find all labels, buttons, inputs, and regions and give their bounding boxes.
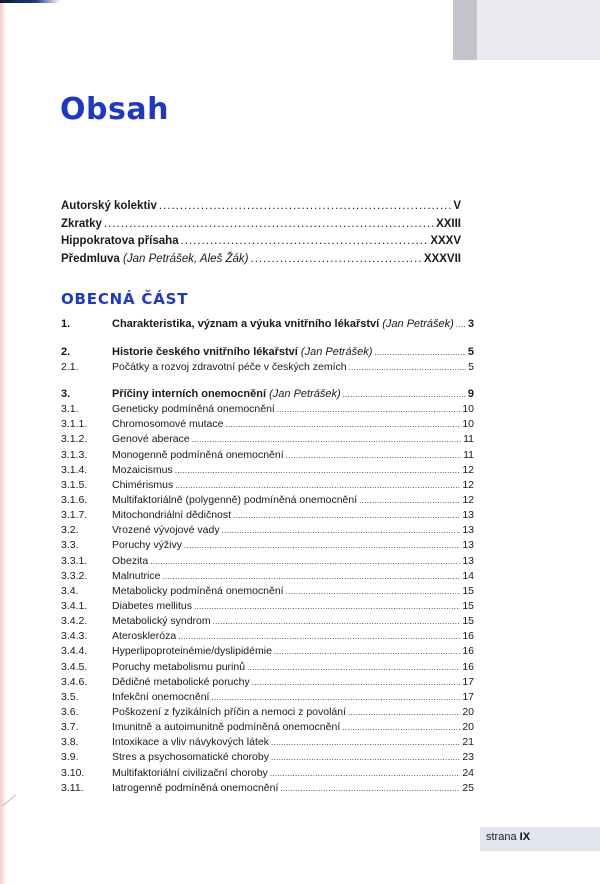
toc-entry-number: 3.2. — [61, 524, 79, 537]
toc-entry-title — [112, 721, 340, 733]
toc-entry-number: 3.1. — [61, 403, 79, 416]
toc-entry-title-text: Mozaicismus — [112, 463, 173, 476]
toc-entry[interactable] — [61, 200, 461, 218]
toc-entry[interactable] — [61, 645, 474, 660]
dot-leader — [162, 572, 460, 581]
dot-leader — [274, 647, 460, 656]
page-footer — [480, 827, 600, 851]
toc-entry[interactable] — [61, 494, 474, 509]
dot-leader — [184, 541, 460, 550]
toc-entry-number: 3.7. — [61, 721, 79, 734]
toc-entry-title-text: Monogenně podmíněná onemocnění — [112, 448, 284, 461]
toc-entry-page: 20 — [462, 705, 474, 718]
toc-entry-title-text: Infekční onemocnění — [112, 690, 210, 703]
toc-entry-title — [112, 433, 190, 445]
dot-leader — [225, 420, 460, 429]
toc-entry[interactable] — [61, 782, 474, 797]
toc-entry-title-text: Geneticky podmíněná onemocnění — [112, 403, 275, 416]
toc-entry-title — [112, 570, 160, 582]
toc-entry-number: 3.1.4. — [61, 463, 88, 476]
toc-entry-title-text: Mitochondriální dědičnost — [112, 509, 232, 522]
toc-entry-title — [112, 388, 341, 400]
toc-entry-number: 3.3.1. — [61, 554, 88, 567]
toc-entry-author: (Jan Petrášek, Aleš Žák) — [123, 252, 249, 265]
toc-entry-author: (Jan Petrášek) — [382, 318, 454, 330]
toc-entry-page: 12 — [462, 463, 474, 476]
toc-entry-title — [112, 361, 347, 373]
toc-entry-title-text: Zkratky — [61, 217, 102, 230]
toc-entry-number: 3.9. — [61, 751, 79, 764]
dot-leader — [280, 784, 460, 793]
toc-entry-page: 3 — [467, 318, 474, 330]
toc-entry-page: 11 — [463, 433, 474, 446]
toc-entry-title-text: Metabolický syndrom — [112, 615, 211, 628]
dot-leader — [233, 511, 460, 520]
toc-entry[interactable] — [61, 615, 474, 630]
toc-entry-title-text: Historie českého vnitřního lékařství — [112, 346, 298, 358]
toc-entry-page: 9 — [467, 388, 474, 400]
toc-entry-title — [112, 539, 182, 551]
dot-leader — [374, 348, 465, 357]
toc-entry-title-text: Metabolicky podmíněná onemocnění — [112, 584, 284, 597]
toc-entry-number: 3.4.4. — [61, 645, 88, 658]
front-matter-list — [61, 200, 461, 270]
toc-entry-title-text: Vrozené vývojové vady — [112, 524, 220, 537]
toc-entry-title — [112, 346, 372, 358]
toc-entry[interactable] — [61, 403, 474, 418]
toc-entry-title-text: Poruchy výživy — [112, 539, 183, 552]
dot-leader — [252, 678, 461, 687]
toc-entry-page: XXXVII — [423, 252, 461, 265]
dot-leader — [175, 481, 460, 490]
toc-entry-title — [112, 479, 173, 491]
toc-entry-title-text: Ateroskleróza — [112, 630, 177, 643]
toc-chapter-3 — [61, 388, 474, 797]
toc-entry-title — [112, 630, 176, 642]
toc-entry-title — [112, 706, 346, 718]
toc-entry-page: 24 — [462, 766, 474, 779]
toc-entry-title — [112, 509, 231, 521]
toc-entry-page: 13 — [462, 524, 474, 537]
toc-entry-page: 15 — [462, 584, 474, 597]
toc-entry-title — [112, 555, 148, 567]
toc-entry[interactable] — [61, 318, 474, 333]
toc-entry[interactable] — [61, 585, 474, 600]
toc-entry-title — [112, 691, 209, 703]
dot-leader — [181, 235, 429, 247]
toc-entry-title — [112, 524, 220, 536]
toc-entry-title-text: Poruchy metabolismu purinů — [112, 660, 246, 673]
toc-entry-title — [112, 767, 268, 779]
toc-entry-title — [61, 235, 179, 247]
toc-entry[interactable] — [61, 706, 474, 721]
toc-entry-page: 16 — [462, 630, 474, 643]
toc-entry-number: 3.1.7. — [61, 509, 88, 522]
toc-entry-title — [112, 661, 245, 673]
toc-entry-title-text: Charakteristika, význam a výuka vnitřního lékařství — [112, 318, 380, 330]
page-number-label — [486, 831, 530, 843]
dot-leader — [343, 390, 466, 399]
page-title: Obsah — [60, 92, 169, 127]
toc-entry-number: 2. — [61, 346, 71, 358]
toc-entry-page: 12 — [462, 478, 474, 491]
toc-entry-title-text: Intoxikace a vliv návykových látek — [112, 736, 269, 749]
toc-entry-page: 21 — [462, 736, 474, 749]
page-left-edge — [0, 0, 6, 884]
toc-entry-title-text: Předmluva — [61, 252, 120, 265]
dot-leader — [222, 526, 461, 535]
toc-entry-number: 3.3.2. — [61, 569, 88, 582]
page-prefix: strana — [486, 831, 517, 843]
toc-entry[interactable] — [61, 464, 474, 479]
toc-entry-author: (Jan Petrášek) — [300, 346, 373, 358]
toc-entry-page: 16 — [462, 645, 474, 658]
toc-entry-number: 3.4.1. — [61, 599, 88, 612]
toc-entry[interactable] — [61, 218, 461, 236]
toc-entry-title-text: Dědičné metabolické poruchy — [112, 675, 250, 688]
toc-entry-number: 3.11. — [61, 781, 84, 794]
toc-entry-title — [112, 403, 275, 415]
dot-leader — [175, 466, 461, 475]
dot-leader — [286, 587, 461, 596]
toc-entry-number: 3.1.2. — [61, 433, 88, 446]
toc-entry-page: 23 — [462, 751, 474, 764]
toc-entry[interactable] — [61, 630, 474, 645]
dot-leader — [342, 723, 460, 732]
dot-leader — [270, 769, 461, 778]
toc-entry-number: 3.1.6. — [61, 493, 88, 506]
toc-entry-page: V — [453, 200, 461, 212]
toc-entry[interactable] — [61, 570, 474, 585]
toc-entry-title-text: Multifaktoriálně (polygenně) podmíněná onemocnění — [112, 493, 358, 506]
toc-entry-number: 3.5. — [61, 690, 79, 703]
toc-entry[interactable] — [61, 253, 461, 271]
toc-entry-title-text: Autorský kolektiv — [61, 200, 157, 212]
toc-entry-number: 2.1. — [61, 361, 79, 374]
dot-leader — [150, 557, 460, 566]
toc-entry-title — [112, 782, 278, 794]
dot-leader — [251, 253, 422, 265]
dot-leader — [213, 617, 461, 626]
toc-entry-title — [61, 200, 157, 212]
toc-entry[interactable] — [61, 600, 474, 615]
toc-entry-number: 3.4.3. — [61, 630, 88, 643]
toc-entry-number: 3.4.6. — [61, 675, 88, 688]
toc-chapter-2 — [61, 346, 474, 376]
dot-leader — [286, 451, 461, 460]
toc-entry-page: 5 — [467, 346, 474, 358]
toc-entry-number: 3.4.2. — [61, 615, 88, 628]
toc-entry-title-text: Iatrogenně podmíněná onemocnění — [112, 781, 279, 794]
toc-entry-title — [112, 464, 173, 476]
toc-entry-number: 1. — [61, 318, 71, 330]
toc-entry-page: 13 — [462, 539, 474, 552]
corner-tab-decoration — [453, 0, 600, 60]
dot-leader — [359, 496, 460, 505]
toc-entry[interactable] — [61, 235, 461, 253]
toc-entry[interactable] — [61, 524, 474, 539]
toc-entry-page: 17 — [462, 690, 474, 703]
toc-entry[interactable] — [61, 479, 474, 494]
toc-entry-number: 3.8. — [61, 736, 79, 749]
toc-entry-title-text: Diabetes mellitus — [112, 599, 192, 612]
dot-leader — [456, 320, 466, 329]
toc-entry[interactable] — [61, 388, 474, 403]
toc-entry-number: 3.4. — [61, 584, 79, 597]
toc-entry-author: (Jan Petrášek) — [269, 388, 341, 400]
toc-entry-page: 13 — [462, 554, 474, 567]
dot-leader — [271, 753, 460, 762]
toc-entry-number: 3.1.3. — [61, 448, 88, 461]
toc-entry[interactable] — [61, 346, 474, 361]
toc-entry-title-text: Imunitně a autoimunitně podmíněná onemocnění — [112, 721, 341, 734]
dot-leader — [159, 200, 451, 212]
dot-leader — [348, 708, 460, 717]
toc-entry-title — [112, 600, 192, 612]
toc-entry-title-text: Chromosomové mutace — [112, 418, 224, 431]
toc-entry-title — [112, 418, 223, 430]
toc-entry[interactable] — [61, 509, 474, 524]
toc-entry-page: XXXV — [430, 235, 461, 247]
toc-entry-title — [112, 676, 250, 688]
corner-tab-shade — [453, 0, 477, 60]
dot-leader — [192, 435, 461, 444]
dot-leader — [247, 663, 460, 672]
toc-entry-page: 13 — [462, 509, 474, 522]
toc-entry-title-text: Příčiny interních onemocnění — [112, 388, 267, 400]
toc-entry-title — [61, 218, 102, 230]
toc-entry-title — [112, 751, 269, 763]
toc-entry-page: 10 — [462, 418, 474, 431]
toc-entry[interactable] — [61, 433, 474, 448]
toc-entry-number: 3.1.1. — [61, 418, 88, 431]
toc-entry-title — [112, 585, 284, 597]
toc-entry[interactable] — [61, 767, 474, 782]
toc-entry-number: 3.6. — [61, 705, 79, 718]
toc-entry-title — [112, 615, 211, 627]
toc-entry-page: 20 — [462, 721, 474, 734]
toc-entry[interactable] — [61, 751, 474, 766]
toc-entry-number: 3.4.5. — [61, 660, 88, 673]
toc-entry-number: 3.3. — [61, 539, 79, 552]
toc-entry-title-text: Poškození z fyzikálních příčin a nemoci z povolání — [112, 705, 347, 718]
toc-entry[interactable] — [61, 361, 474, 376]
dot-leader — [277, 405, 460, 414]
toc-entry-page: 12 — [462, 493, 474, 506]
dot-leader — [104, 218, 434, 230]
toc-entry-title-text: Hyperlipoproteinémie/dyslipidémie — [112, 645, 272, 658]
dot-leader — [211, 693, 460, 702]
toc-entry[interactable] — [61, 721, 474, 736]
toc-entry-title-text: Multifaktoriální civilizační choroby — [112, 766, 268, 779]
toc-entry-page: XXIII — [436, 217, 461, 230]
toc-entry-title — [112, 449, 284, 461]
page-number: IX — [519, 831, 531, 843]
toc-entry-number: 3.1.5. — [61, 478, 88, 491]
toc-entry-title-text: Genové aberace — [112, 433, 190, 446]
toc-entry-page: 5 — [468, 361, 474, 374]
toc-entry-title-text: Stres a psychosomatické choroby — [112, 751, 269, 764]
toc-entry-title-text: Počátky a rozvoj zdravotní péče v českých zemích — [112, 361, 347, 374]
toc-entry[interactable] — [61, 539, 474, 554]
dot-leader — [349, 363, 467, 372]
toc-entry-page: 15 — [462, 599, 474, 612]
toc-entry[interactable] — [61, 449, 474, 464]
toc-chapter-1 — [61, 318, 474, 333]
toc-entry-title — [112, 494, 357, 506]
toc-entry-page: 10 — [462, 403, 474, 416]
toc-entry-title-text: Malnutrice — [112, 569, 161, 582]
toc-entry[interactable] — [61, 736, 474, 751]
toc-entry-title — [112, 318, 454, 330]
toc-entry-page: 16 — [462, 660, 474, 673]
dot-leader — [271, 738, 460, 747]
toc-entry-title-text: Hippokratova přísaha — [61, 235, 179, 247]
dot-leader — [194, 602, 460, 611]
toc-entry-title — [61, 253, 249, 265]
dot-leader — [178, 632, 460, 641]
toc-entry[interactable] — [61, 555, 474, 570]
toc-entry-title-text: Chimérismus — [112, 478, 174, 491]
toc-entry-title — [112, 645, 272, 657]
toc-entry-title — [112, 736, 269, 748]
toc-entry[interactable] — [61, 676, 474, 691]
toc-entry-page: 11 — [463, 448, 474, 461]
section-heading: OBECNÁ ČÁST — [61, 290, 189, 308]
toc-entry[interactable] — [61, 661, 474, 676]
toc-entry-number: 3. — [61, 388, 71, 400]
toc-entry-title-text: Obezita — [112, 554, 149, 567]
toc-entry-page: 25 — [462, 781, 474, 794]
toc-entry[interactable] — [61, 418, 474, 433]
toc-entry-page: 14 — [462, 569, 474, 582]
page-top-edge — [0, 0, 60, 3]
toc-entry[interactable] — [61, 691, 474, 706]
toc-entry-page: 15 — [462, 615, 474, 628]
toc-entry-number: 3.10. — [61, 766, 85, 779]
toc-entry-page: 17 — [462, 675, 474, 688]
